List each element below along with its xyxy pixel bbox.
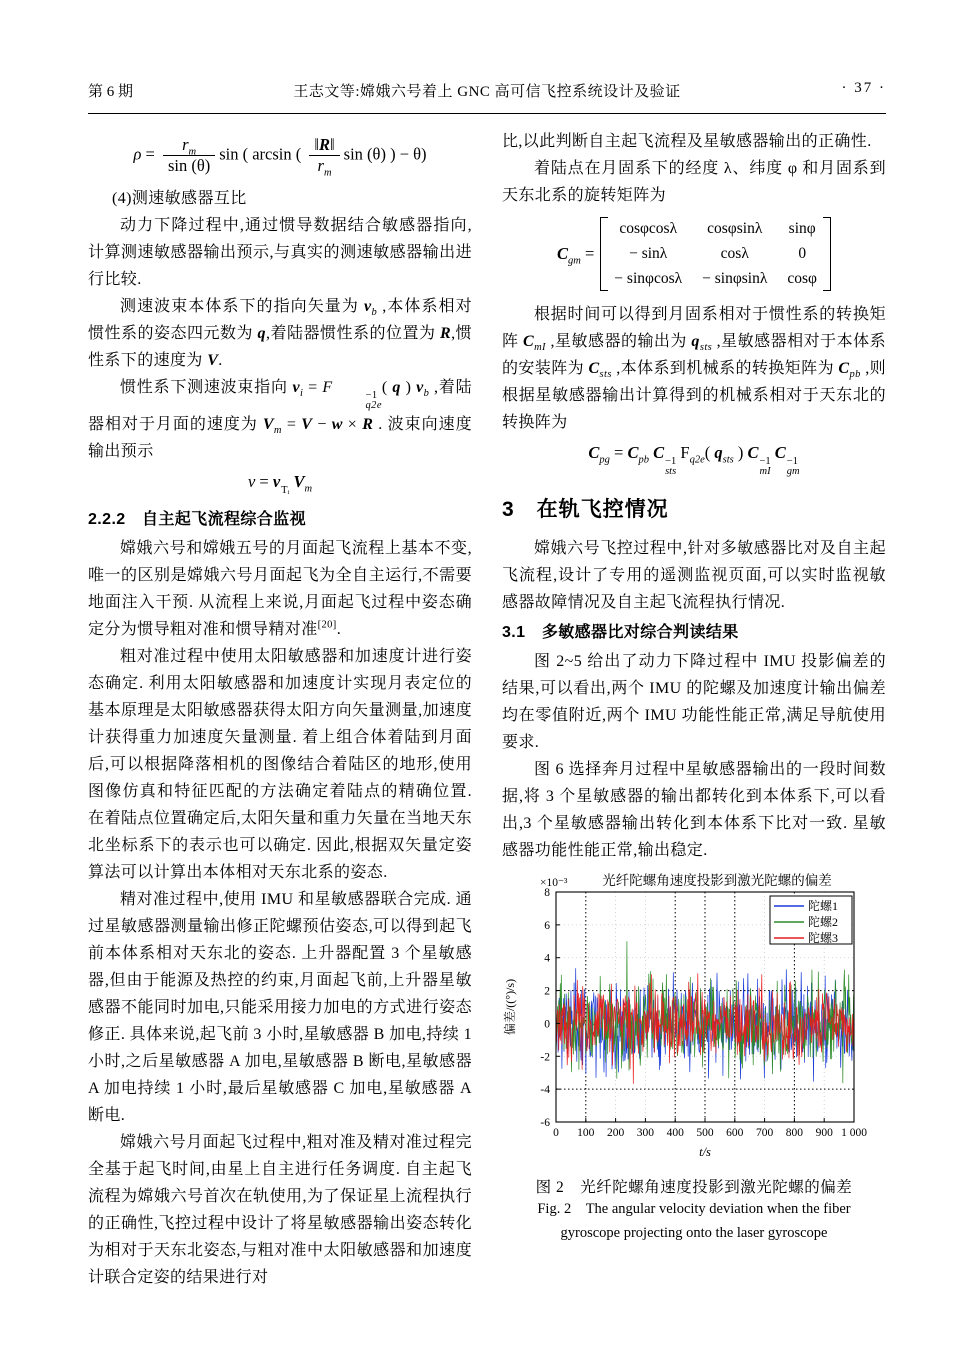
svg-text:400: 400 — [666, 1127, 684, 1139]
svg-text:700: 700 — [755, 1127, 774, 1139]
svg-text:陀螺2: 陀螺2 — [808, 915, 839, 929]
svg-text:300: 300 — [636, 1127, 655, 1139]
svg-text:200: 200 — [606, 1127, 625, 1139]
paragraph-imu-results: 图 2~5 给出了动力下降过程中 IMU 投影偏差的结果,可以看出,两个 IMU 的陀螺及加速度计输出偏差均在零值附近,两个 IMU 功能性能正常,满足导航使用要求. — [502, 653, 886, 751]
right-column — [502, 128, 886, 1245]
svg-text:0: 0 — [544, 1018, 550, 1031]
matrix-right-bracket — [823, 217, 831, 291]
svg-text:4: 4 — [544, 952, 550, 965]
paragraph-flight-control: 嫦娥六号飞控过程中,针对多敏感器比对及自主起飞流程,设计了专用的遥测监视页面,可以实时监视敏感器故障情况及自主起飞流程执行情况. — [502, 540, 886, 611]
svg-text:-2: -2 — [540, 1051, 550, 1064]
svg-text:-6: -6 — [540, 1117, 550, 1129]
paragraph-star-sensor-results: 图 6 选择奔月过程中星敏感器输出的一段时间数据,将 3 个星敏感器的输出都转化到本体系下,可以看出,3 个星敏感器输出转化到本体系下比对一致. 星敏感器功能性能正常,输出稳定. — [502, 761, 886, 859]
svg-text:0: 0 — [553, 1127, 559, 1139]
svg-text:600: 600 — [726, 1127, 744, 1139]
paragraph-beam-vector: 测速波束本体系下的指向矢量为 $v_b$ ,本体系相对惯性系的姿态四元数为 q,着陆器惯性系的位置为 R,惯性系下的速度为 V. — [88, 298, 472, 370]
running-title: 王志文等:嫦娥六号着上 GNC 高可信飞控系统设计及验证 — [293, 84, 681, 100]
figure-caption-en-line2: gyroscope projecting onto the laser gyroscope — [560, 1225, 828, 1241]
svg-text:900: 900 — [815, 1127, 833, 1139]
svg-text:800: 800 — [785, 1127, 804, 1139]
paragraph-inertial-beam: 惯性系下测速波束指向 $v_i = F$ −1 q2e ( q ) $v_b$ ,着陆器相对于月面的速度为 $V_m = V - w \times R$ . 波束向速度输出预示 — [88, 379, 473, 461]
svg-text:陀螺1: 陀螺1 — [808, 899, 839, 913]
formula-cpg: $C_{pg} = C_{pb}$ C −1 sts $F_{q2e}$( $q_{sts}$ ) C −1 mI C −1 gm — [588, 443, 800, 477]
heading-section-3: 3 在轨飞控情况 — [502, 498, 669, 521]
svg-text:t/s: t/s — [699, 1145, 711, 1159]
matrix-grid: cosφcosλ cosφsinλ sinφ − sinλ cosλ 0 − sinφcosλ − sinφsinλ cosφ — [614, 220, 817, 287]
svg-text:8: 8 — [544, 887, 550, 899]
paragraph-continuation: 比,以此判断自主起飞流程及星敏感器输出的正确性. — [502, 133, 872, 150]
paragraph-takeoff-process: 嫦娥六号月面起飞过程中,粗对准及精对准过程完全基于起飞时间,由星上自主进行任务调度. 自主起飞流程为嫦娥六号首次在轨使用,为了保证星上流程执行的正确性,飞控过程中设计了将星敏感器输出姿态转化为相对于天东北姿态,与粗对准中太阳敏感器和加速度计联合定姿的结果进行对 — [88, 1134, 472, 1287]
svg-text:陀螺3: 陀螺3 — [808, 931, 839, 945]
paragraph-landing-site: 着陆点在月固系下的经度 λ、纬度 φ 和月固系到天东北系的旋转矩阵为 — [502, 160, 886, 204]
svg-text:偏差/((°)/s): 偏差/((°)/s) — [503, 978, 517, 1036]
heading-2-2-2: 2.2.2 自主起飞流程综合监视 — [88, 511, 306, 529]
figure-2 — [502, 870, 886, 1245]
formula-rho: ρ = $\frac{r_m}{\sin (\theta)}$ sin ( arcsin ( $\frac{‖R‖}{r_m}$ sin (θ) ) − θ) — [133, 135, 427, 179]
svg-text:光纤陀螺角速度投影到激光陀螺的偏差: 光纤陀螺角速度投影到激光陀螺的偏差 — [602, 873, 832, 888]
page-number: · 37 · — [841, 80, 886, 96]
figure-caption-zh: 图 2 光纤陀螺角速度投影到激光陀螺的偏差 — [535, 1179, 853, 1196]
figure-caption — [502, 1175, 886, 1245]
svg-text:×10⁻³: ×10⁻³ — [540, 877, 568, 889]
figure-caption-en-line1: Fig. 2 The angular velocity deviation when the fiber — [537, 1201, 851, 1217]
svg-text:100: 100 — [577, 1127, 595, 1139]
left-column — [88, 128, 472, 1291]
svg-text:6: 6 — [544, 919, 550, 932]
matrix-lhs: $C_{gm}$ = — [557, 244, 595, 267]
heading-3-1: 3.1 多敏感器比对综合判读结果 — [502, 624, 739, 641]
svg-text:500: 500 — [696, 1127, 714, 1139]
paragraph-fine-alignment: 精对准过程中,使用 IMU 和星敏感器联合完成. 通过星敏感器测量输出修正陀螺预估姿态,可以得到起飞前本体系相对天东北的姿态. 上升器配置 3 个星敏感器,但由于能源及热控的约束,月面起飞前,上升器星敏感器不能同时加电,只能采用接力加电的方式进行姿态修正. 具体来说,起飞前 3 小时,星敏感器 B 加电,持续 1 小时,之后星敏感器 A 加电,星敏感器 B 断电,星敏感器 A 加电持续 1 小时,最后星敏感器 C 加电,星敏感器 A 断电. — [88, 891, 472, 1125]
formula-velocity-output: v = v Tᵢ $V_m$ — [247, 472, 313, 497]
issue-label: 第 6 期 — [88, 84, 134, 100]
paragraph-transform-matrices: 根据时间可以得到月固系相对于惯性系的转换矩阵 $C_{mI}$ ,星敏感器的输出为 $q_{sts}$ ,星敏感器相对于本体系的安装阵为 $C_{sts}$ ,本体系到机械系的转换矩阵为 $C_{pb}$ ,则根据星敏感器输出计算得到的机械系相对于天东北的转换阵为 — [502, 306, 886, 431]
figure-chart — [502, 870, 884, 1162]
formula-cgm-matrix — [502, 217, 886, 291]
matrix-left-bracket — [600, 217, 608, 291]
svg-text:1 000: 1 000 — [841, 1127, 867, 1139]
paragraph-takeoff-flow: 嫦娥六号和嫦娥五号的月面起飞流程上基本不变,唯一的区别是嫦娥六号月面起飞为全自主运行,不需要地面注入干预. 从流程上来说,月面起飞过程中姿态确定分为惯导粗对准和惯导精对准[20]. — [88, 540, 472, 639]
page-header — [88, 80, 886, 106]
paragraph-coarse-alignment: 粗对准过程中使用太阳敏感器和加速度计进行姿态确定. 利用太阳敏感器和加速度计实现月表定位的基本原理是太阳敏感器获得太阳方向矢量测量,加速度计获得重力加速度矢量测量. 着上组合体着陆到月面后,可以根据降落相机的图像结合着陆区的地形,使用图像仿真和特征匹配的方法确定着陆点的精确位置. 在着陆点位置确定后,太阳矢量和重力矢量在当地天东北坐标系下的表示也可以确定. 因此,根据双矢量定姿算法可以计算出本体相对天东北系的姿态. — [88, 648, 472, 882]
svg-text:-4: -4 — [540, 1084, 550, 1097]
svg-text:2: 2 — [544, 985, 550, 998]
item-velocity-sensor-comparison: (4)测速敏感器互比 — [112, 190, 247, 208]
header-rule — [88, 113, 886, 114]
paragraph-powered-descent: 动力下降过程中,通过惯导数据结合敏感器指向,计算测速敏感器输出预示,与真实的测速敏感器输出进行比较. — [88, 217, 472, 289]
